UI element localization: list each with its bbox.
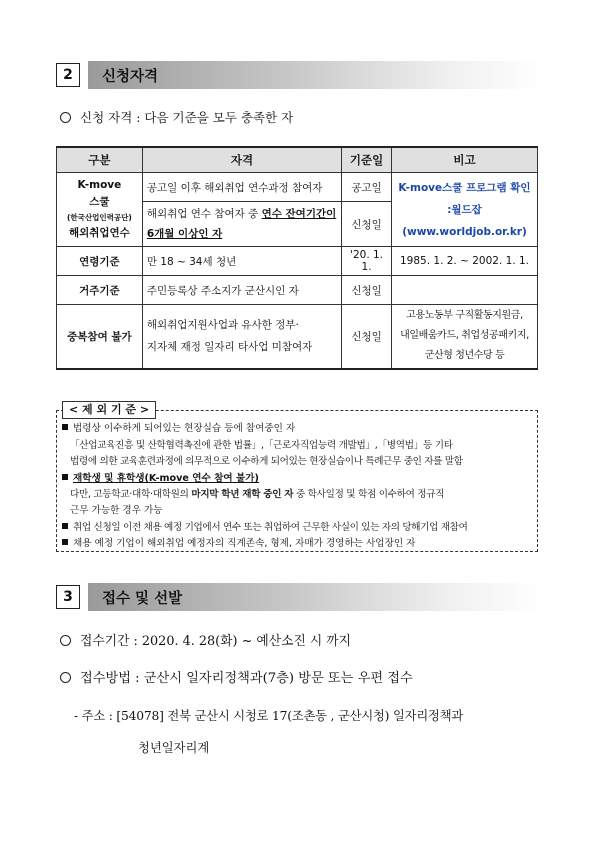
section-title: 접수 및 선발 <box>88 583 540 611</box>
qual-residence: 주민등록상 주소지가 군산시인 자 <box>142 276 341 305</box>
section-3-header <box>56 583 540 611</box>
note-age: 1985. 1. 2. ~ 2002. 1. 1. <box>392 247 538 276</box>
note-duplicate-line3: 군산형 청년수당 등 <box>424 350 505 362</box>
address-line: - 주소 : [54078] 전북 군산시 시청로 17(조촌동 , 군산시청) 일자리정책과 <box>74 709 464 723</box>
table-row <box>57 247 538 276</box>
table-row <box>57 173 538 202</box>
category-kmove-line1: K-move <box>77 179 122 191</box>
period-line <box>60 630 351 649</box>
section-title: 신청자격 <box>88 61 540 89</box>
exclusion-detail-c: 중 학사일정 및 학점 이수하여 정규직 <box>293 489 445 500</box>
exclusion-item <box>62 420 295 434</box>
date-residence: 신청일 <box>342 276 392 305</box>
circle-bullet-icon <box>60 112 71 123</box>
note-duplicate-line1: 고용노동부 구직활동지원금, <box>406 310 523 322</box>
category-residence: 거주기준 <box>57 276 143 305</box>
table-header-row <box>57 147 538 173</box>
exclusion-text: 취업 신청일 이전 채용 예정 기업에서 연수 또는 취업하여 근무한 사실이 있는 자의 당해기업 재참여 <box>73 522 468 533</box>
category-duplicate: 중복참여 불가 <box>57 305 143 369</box>
exclusion-tag: < 제 외 기 준 > <box>62 401 156 419</box>
header-category: 구분 <box>57 147 143 173</box>
criteria-line <box>60 108 293 126</box>
qual-duplicate-line1: 해외취업지원사업과 유사한 정부· <box>146 319 299 332</box>
date-age: '20. 1. 1. <box>342 247 392 276</box>
qual-kmove-b-underline2: 6개월 이상인 자 <box>146 228 223 240</box>
exclusion-detail: 근무 가능한 경우 가능 <box>70 505 163 516</box>
header-qualification: 자격 <box>142 147 341 173</box>
category-kmove-line3: 해외취업연수 <box>68 227 130 239</box>
address-line-2: 청년일자리계 <box>138 741 210 755</box>
period-text: 접수기간 : 2020. 4. 28(화) ~ 예산소진 시 까지 <box>80 634 352 649</box>
header-base-date: 기준일 <box>342 147 392 173</box>
qual-kmove-b-underline1: 연수 잔여기간이 <box>261 208 337 220</box>
table-row <box>57 305 538 369</box>
note-duplicate-line2: 내일배움카드, 취업성공패키지, <box>400 330 529 342</box>
exclusion-detail: 법령에 의한 교육훈련과정에 의무적으로 이수하게 되어있는 현장실습이나 특례근무 중인 자를 말함 <box>70 456 463 467</box>
square-bullet-icon <box>62 539 68 545</box>
exclusion-detail <box>70 486 444 500</box>
exclusion-detail-bold: 마지막 학년 재학 중인 자 <box>191 489 294 500</box>
date-kmove-b: 신청일 <box>342 202 392 247</box>
note-kmove-line1: K-move스쿨 프로그램 확인 <box>398 181 531 194</box>
method-line <box>60 667 413 686</box>
exclusion-detail: 「산업교육진흥 및 산학협력촉진에 관한 법률」,「근로자직업능력 개발법」,「병역법」등 기타 <box>70 440 453 451</box>
section-number: 2 <box>56 63 80 87</box>
square-bullet-icon <box>62 424 68 430</box>
qual-kmove-b-text: 해외취업 연수 참여자 중 <box>146 208 262 220</box>
section-number: 3 <box>56 585 80 609</box>
exclusion-text: 법령상 이수하게 되어있는 현장실습 등에 참여중인 자 <box>73 423 296 434</box>
date-duplicate: 신청일 <box>342 305 392 369</box>
exclusion-detail-a: 다만, 고등학교·대학·대학원의 <box>70 489 192 500</box>
method-text: 접수방법 : 군산시 일자리정책과(7층) 방문 또는 우편 접수 <box>80 671 413 686</box>
square-bullet-icon <box>62 523 68 529</box>
category-age: 연령기준 <box>57 247 143 276</box>
category-kmove-line2: 스쿨 <box>89 196 110 208</box>
note-kmove-worldjob: :월드잡(www.worldjob.or.kr) <box>402 203 527 238</box>
qual-duplicate-line2: 지자체 재정 일자리 타사업 미참여자 <box>146 341 313 354</box>
section-2-header <box>56 61 540 89</box>
note-kmove <box>392 173 538 247</box>
note-residence <box>392 276 538 305</box>
circle-bullet-icon <box>60 672 71 683</box>
qual-duplicate <box>142 305 341 369</box>
exclusion-text: 재학생 및 휴학생(K-move 연수 참여 불가) <box>73 473 259 484</box>
circle-bullet-icon <box>60 635 71 646</box>
square-bullet-icon <box>62 474 68 480</box>
qual-kmove-b <box>142 202 341 247</box>
category-kmove-org: (한국산업인력공단) <box>66 213 132 222</box>
note-duplicate <box>392 305 538 369</box>
header-note: 비고 <box>392 147 538 173</box>
table-row <box>57 276 538 305</box>
exclusion-item <box>62 535 415 549</box>
category-kmove <box>57 173 143 247</box>
exclusion-item <box>62 470 259 484</box>
eligibility-table <box>56 146 538 370</box>
qual-age: 만 18 ~ 34세 청년 <box>142 247 341 276</box>
qual-kmove-a: 공고일 이후 해외취업 연수과정 참여자 <box>142 173 341 202</box>
date-kmove-a: 공고일 <box>342 173 392 202</box>
criteria-text: 신청 자격 : 다음 기준을 모두 충족한 자 <box>80 110 294 125</box>
exclusion-text: 채용 예정 기업이 해외취업 예정자의 직계존속, 형제, 자매가 경영하는 사업장인 자 <box>73 538 416 549</box>
exclusion-item <box>62 519 468 533</box>
